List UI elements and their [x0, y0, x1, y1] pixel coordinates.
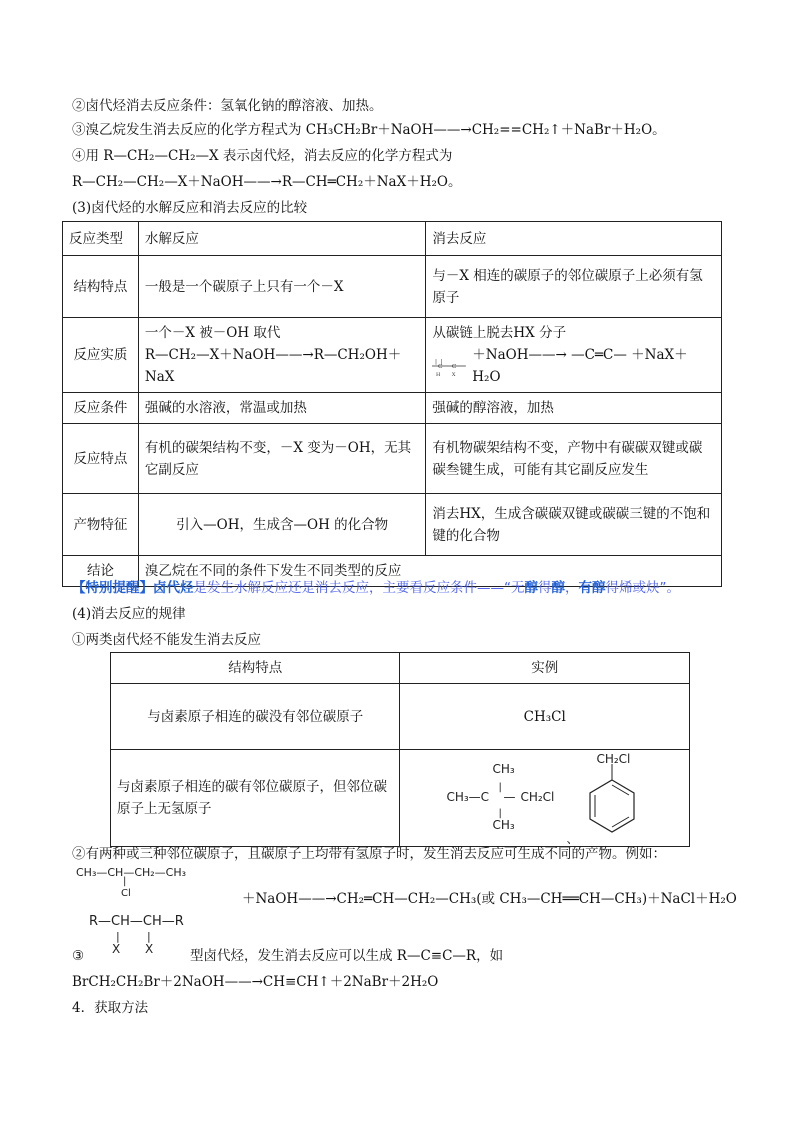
- section-rules-heading: (4)消去反应的规律: [72, 606, 186, 622]
- header-cell: 结构特点: [111, 653, 400, 684]
- reactant-structure-icon: [432, 355, 468, 377]
- table-row: [63, 318, 722, 393]
- cell: 引入—OH，生成含—OH 的化合物: [138, 494, 426, 556]
- dihalide-chain: R—CH—CH—R: [89, 914, 184, 929]
- bond-line: |: [147, 930, 151, 943]
- rule-table: [110, 652, 690, 847]
- cell: 与卤素原子相连的碳没有邻位碳原子: [111, 684, 400, 750]
- line-elim-condition: ②卤代烃消去反应条件：氢氧化钠的醇溶液、加热。: [72, 98, 383, 114]
- line-rule-2-eq: ＋NaOH——→CH₂═CH—CH₂—CH₃(或 CH₃—CH══CH—CH₃)＋NaCl＋H₂O: [242, 891, 737, 907]
- svg-text:H: H: [436, 371, 441, 377]
- compare-table: [62, 221, 722, 587]
- cell-line-eq: ＋NaOH——→ —C═C— ＋NaX＋H₂O: [472, 347, 688, 385]
- tip-text: 得: [538, 580, 552, 596]
- cell: 溴乙烷在不同的条件下发生不同类型的反应: [138, 556, 721, 587]
- svg-text:X: X: [452, 371, 456, 377]
- benzene-ring-icon: [578, 764, 638, 840]
- svg-text:C: C: [452, 362, 457, 370]
- table-row: [63, 393, 722, 424]
- row-label: 产物特征: [63, 494, 139, 556]
- dihalide-x2: X: [145, 942, 154, 956]
- table-header-row: [63, 222, 722, 256]
- bond-line: |: [498, 782, 502, 793]
- bond-line: |: [498, 808, 502, 819]
- benzyl-ch2cl: CH₂Cl: [596, 752, 631, 766]
- chain-cl: Cl: [121, 888, 131, 899]
- bond-line: —: [503, 790, 516, 804]
- cell: [400, 750, 690, 847]
- cell: 有机物碳架结构不变，产物中有碳碳双键或碳碳叁键生成，可能有其它副反应发生: [426, 424, 722, 494]
- tip-text: ，: [565, 580, 579, 596]
- cell: 一般是一个碳原子上只有一个－X: [138, 256, 426, 318]
- struct-ch3-top: CH₃: [492, 762, 515, 776]
- cell-line: 从碳链上脱去HX 分子: [432, 325, 567, 341]
- struct-ch3-c: CH₃—C: [446, 790, 490, 804]
- cell-line: R—CH₂—X＋NaOH——→R—CH₂OH＋NaX: [144, 347, 402, 385]
- struct-ch2cl: CH₂Cl: [520, 790, 555, 804]
- table-header-row: [111, 653, 690, 684]
- header-cell: 反应类型: [63, 222, 139, 256]
- cell: [426, 318, 722, 393]
- tip-heading: 【特别提醒】: [72, 580, 153, 596]
- tip-text: 醇: [551, 580, 565, 596]
- header-cell: 消去反应: [426, 222, 722, 256]
- row-label: 结论: [63, 556, 139, 587]
- cell: CH₃Cl: [400, 684, 690, 750]
- table-row: [63, 494, 722, 556]
- cell: 与－X 相连的碳原子的邻位碳原子上必须有氢原子: [426, 256, 722, 318]
- dihalide-x1: X: [112, 942, 121, 956]
- bond-line: |: [116, 930, 120, 943]
- tip-text: 有醇: [578, 580, 606, 596]
- row-label: 反应条件: [63, 393, 139, 424]
- row-label: 反应实质: [63, 318, 139, 393]
- cell: 与卤素原子相连的碳有邻位碳原子，但邻位碳原子上无氢原子: [111, 750, 400, 847]
- line-dibromoethane-eq: BrCH₂CH₂Br＋2NaOH——→CH≡CH↑＋2NaBr＋2H₂O: [72, 974, 439, 990]
- chain-formula: CH₃—CH—CH₂—CH₃: [76, 866, 187, 879]
- table-row: [63, 424, 722, 494]
- section-4-heading: 4．获取方法: [72, 1000, 149, 1016]
- line-rule-3-num: ③: [72, 948, 85, 964]
- cell-line: 一个－X 被－OH 取代: [144, 325, 281, 341]
- table-row: [111, 750, 690, 847]
- special-tip: [72, 578, 680, 598]
- struct-ch3-bottom: CH₃: [492, 818, 515, 832]
- cell: 消去HX，生成含碳碳双键或碳碳三键的不饱和键的化合物: [426, 494, 722, 556]
- cell: 强碱的水溶液，常温或加热: [138, 393, 426, 424]
- table-row: [111, 684, 690, 750]
- tip-text: 卤代烃: [153, 580, 194, 596]
- tip-text: 是发生水解反应还是消去反应，主要看反应条件——“无: [193, 580, 525, 596]
- tip-text: 得烯或炔”。: [605, 580, 680, 596]
- line-bromoethane-eq: ③溴乙烷发生消去反应的化学方程式为 CH₃CH₂Br＋NaOH——→CH₂==CH₂↑＋NaBr＋H₂O。: [72, 122, 666, 138]
- line-general-eq: R—CH₂—CH₂—X＋NaOH——→R—CH═CH₂＋NaX＋H₂O。: [72, 174, 462, 190]
- cell: [138, 318, 426, 393]
- bond-line: |: [123, 876, 127, 887]
- svg-text:| |: | |: [435, 358, 444, 366]
- table-row: [63, 256, 722, 318]
- cell-line: [432, 344, 715, 388]
- tip-text: 醇: [524, 580, 538, 596]
- separator: 、: [566, 832, 579, 846]
- cell: 有机的碳架结构不变，－X 变为－OH，无其它副反应: [138, 424, 426, 494]
- line-general-intro: ④用 R—CH₂—CH₂—X 表示卤代烃，消去反应的化学方程式为: [72, 148, 453, 164]
- line-rule-2: ②有两种或三种邻位碳原子，且碳原子上均带有氢原子时，发生消去反应可生成不同的产物。例如：: [72, 846, 666, 862]
- header-cell: 水解反应: [138, 222, 426, 256]
- cell: 强碱的醇溶液，加热: [426, 393, 722, 424]
- row-label: 反应特点: [63, 424, 139, 494]
- svg-text:C: C: [438, 362, 443, 370]
- header-cell: 实例: [400, 653, 690, 684]
- section-compare-heading: (3)卤代烃的水解反应和消去反应的比较: [72, 200, 308, 216]
- line-rule-1: ①两类卤代烃不能发生消去反应: [72, 632, 261, 648]
- row-label: 结构特点: [63, 256, 139, 318]
- line-rule-3: 型卤代烃，发生消去反应可以生成 R—C≡C—R，如: [190, 948, 504, 964]
